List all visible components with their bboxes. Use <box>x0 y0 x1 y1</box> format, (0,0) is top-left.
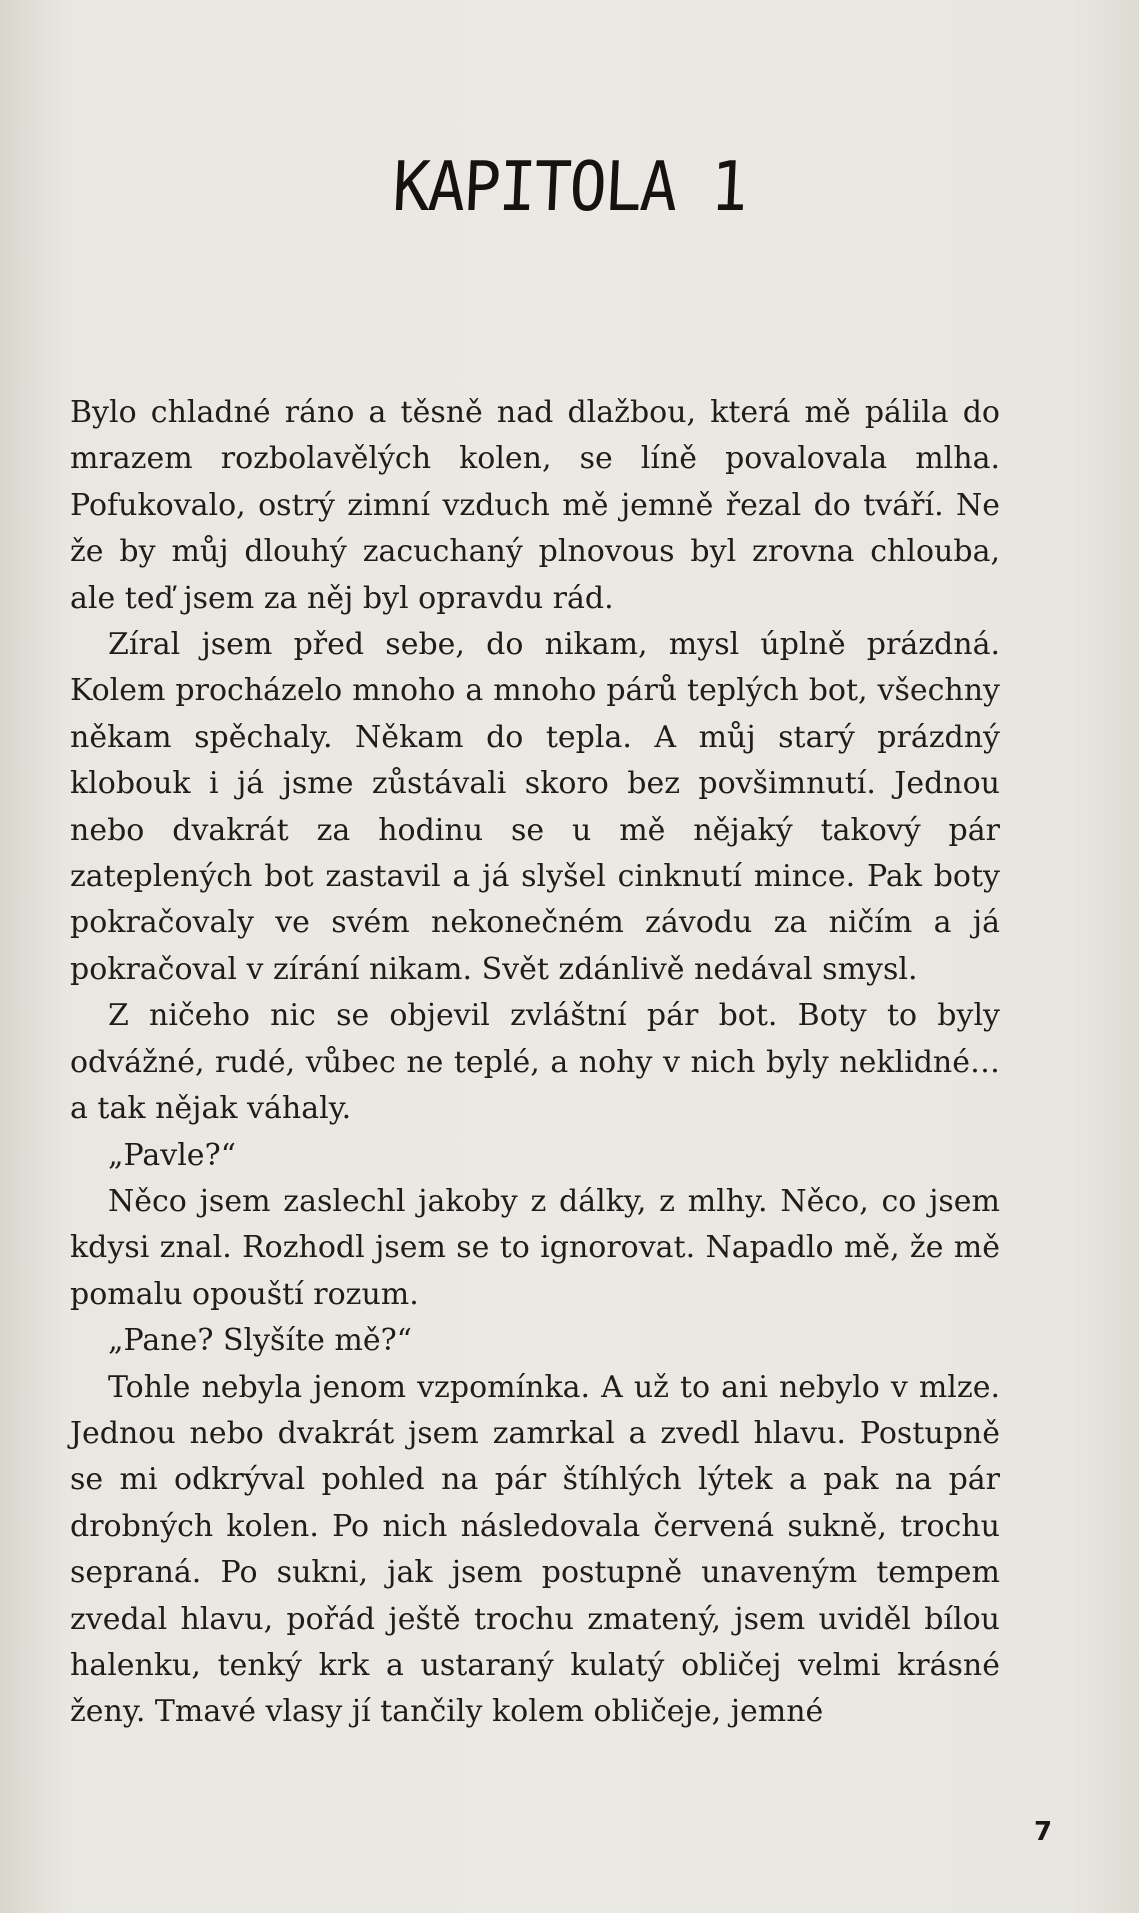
dialogue-line: „Pavle?“ <box>108 1137 236 1173</box>
dialogue-line: „Pane? Slyšíte mě?“ <box>108 1323 413 1359</box>
paragraph: Zíral jsem před sebe, do nikam, mysl úplně prázdná. Kolem procházelo mnoho a mnoho párů teplých bot, všechny někam spěchaly. Někam do tepla. A můj starý prázdný klobouk i já jsme zůstávali skoro bez povšimnutí. Jednou nebo dvakrát za hodinu se u mě nějaký takový pár zateplených bot zastavil a já slyšel cinknutí mince. Pak boty pokračovaly ve svém nekonečném závodu za ničím a já pokračoval v zírání nikam. Svět zdánlivě nedával smysl. <box>70 627 1000 987</box>
paragraph: Bylo chladné ráno a těsně nad dlažbou, která mě pálila do mrazem rozbolavělých kolen, se líně povalovala mlha. Pofukovalo, ostrý zimní vzduch mě jemně řezal do tváří. Ne že by můj dlouhý zacuchaný plnovous byl zrovna chlouba, ale teď jsem za něj byl opravdu rád. <box>70 395 1000 616</box>
paragraph: Tohle nebyla jenom vzpomínka. A už to ani nebylo v mlze. Jednou nebo dvakrát jsem zamrkal a zvedl hlavu. Postupně se mi odkrýval pohled na pár štíhlých lýtek a pak na pár drobných kolen. Po nich následovala červená sukně, trochu sepraná. Po sukni, jak jsem postupně unaveným tempem zvedal hlavu, pořád ještě trochu zmatený, jsem uviděl bílou halenku, tenký krk a ustaraný kulatý obličej velmi krásné ženy. Tmavé vlasy jí tančily kolem obličeje, jemné <box>70 1369 1000 1730</box>
chapter-title: KAPITOLA 1 <box>390 146 749 227</box>
paragraph: Něco jsem zaslechl jakoby z dálky, z mlhy. Něco, co jsem kdysi znal. Rozhodl jsem se to ignorovat. Napadlo mě, že mě pomalu opouští rozum. <box>70 1183 1000 1312</box>
body-text <box>70 390 1000 1736</box>
page-number: 7 <box>1034 1817 1053 1847</box>
paragraph: Z ničeho nic se objevil zvláštní pár bot. Boty to byly odvážné, rudé, vůbec ne teplé, a nohy v nich byly neklidné… a tak nějak váhaly. <box>70 998 1000 1127</box>
